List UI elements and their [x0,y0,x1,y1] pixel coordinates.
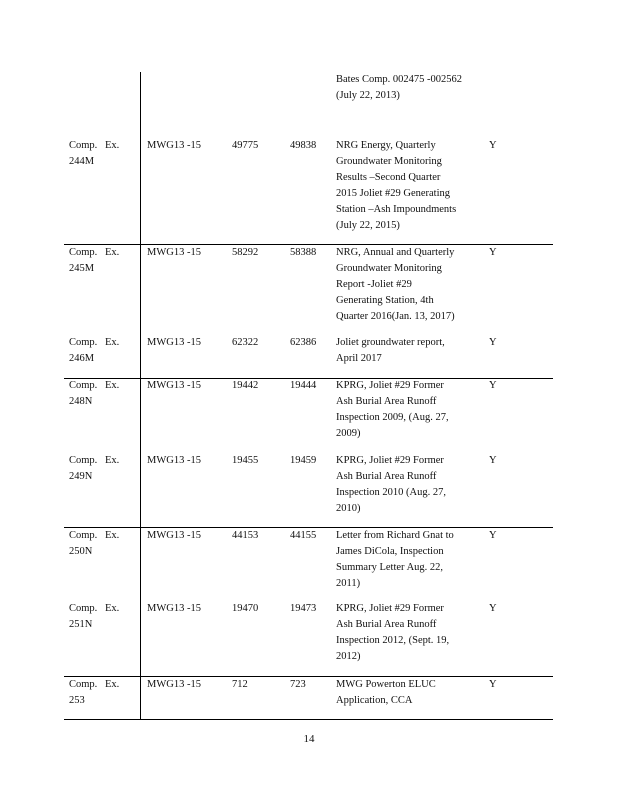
description-line: Results –Second Quarter [336,172,441,183]
exhibit-label: Ex. [105,603,120,614]
exhibit-label: Ex. [105,455,120,466]
flag-cell: Y [489,603,497,614]
bates-end: 19473 [290,603,317,614]
description-cell [336,677,476,709]
bates-end: 19459 [290,455,317,466]
bates-end: 49838 [290,140,317,151]
description-line: (July 22, 2015) [336,220,400,231]
description-cell [336,453,476,517]
exhibit-label: Ex. [105,679,120,690]
description-line: Report -Joliet #29 [336,279,412,290]
bates-start: 58292 [232,247,259,258]
row-separator [64,719,553,720]
bates-start: 44153 [232,530,259,541]
description-line: Ash Burial Area Runoff [336,396,437,407]
bates-prefix: MWG13 -15 [147,337,201,348]
bates-prefix: MWG13 -15 [147,679,201,690]
description-line: Letter from Richard Gnat to [336,530,454,541]
description-line: Ash Burial Area Runoff [336,471,437,482]
description-line: KPRG, Joliet #29 Former [336,603,444,614]
exhibit-cell [69,677,139,709]
exhibit-label: Ex. [105,530,120,541]
description-line: 2011) [336,578,361,589]
description-line: Ash Burial Area Runoff [336,619,437,630]
exhibit-number: 251N [69,619,93,630]
exhibit-cell [69,601,139,633]
bates-end: 62386 [290,337,317,348]
description-line: 2012) [336,651,361,662]
description-line: (July 22, 2013) [336,90,400,101]
bates-prefix: MWG13 -15 [147,530,201,541]
bates-start: 19442 [232,380,259,391]
exhibit-cell [69,335,139,367]
bates-start: 19455 [232,455,259,466]
description-line: 2009) [336,428,361,439]
bates-start: 62322 [232,337,259,348]
bates-start: 19470 [232,603,259,614]
exhibit-number: 249N [69,471,93,482]
exhibit-label: Comp. [69,247,98,258]
description-line: James DiCola, Inspection [336,546,444,557]
description-cell [336,335,476,367]
description-line: KPRG, Joliet #29 Former [336,380,444,391]
description-cell [336,138,476,234]
description-line: Quarter 2016(Jan. 13, 2017) [336,311,455,322]
description-line: Bates Comp. 002475 -002562 [336,74,462,85]
exhibit-cell [69,453,139,485]
bates-end: 19444 [290,380,317,391]
description-line: April 2017 [336,353,382,364]
bates-prefix: MWG13 -15 [147,247,201,258]
description-line: Inspection 2012, (Sept. 19, [336,635,450,646]
exhibit-label: Ex. [105,140,120,151]
bates-end: 44155 [290,530,317,541]
exhibit-label: Comp. [69,679,98,690]
exhibit-label: Ex. [105,247,120,258]
exhibit-cell [69,378,139,410]
description-line: Station –Ash Impoundments [336,204,457,215]
flag-cell: Y [489,140,497,151]
flag-cell: Y [489,337,497,348]
flag-cell: Y [489,380,497,391]
exhibit-label: Comp. [69,337,98,348]
description-line: Generating Station, 4th [336,295,434,306]
exhibit-label: Ex. [105,337,120,348]
exhibit-label: Comp. [69,380,98,391]
exhibit-cell [69,245,139,277]
bates-start: 712 [232,679,248,690]
description-line: NRG Energy, Quarterly [336,140,436,151]
bates-start: 49775 [232,140,259,151]
description-line: Groundwater Monitoring [336,263,442,274]
exhibit-label: Comp. [69,530,98,541]
bates-end: 58388 [290,247,317,258]
description-cell [336,72,476,104]
description-line: KPRG, Joliet #29 Former [336,455,444,466]
description-line: 2015 Joliet #29 Generating [336,188,451,199]
exhibit-cell [69,528,139,560]
exhibit-label: Comp. [69,455,98,466]
exhibit-number: 246M [69,353,95,364]
exhibit-number: 244M [69,156,95,167]
bates-prefix: MWG13 -15 [147,140,201,151]
flag-cell: Y [489,247,497,258]
description-line: Summary Letter Aug. 22, [336,562,444,573]
bates-end: 723 [290,679,306,690]
page-number: 14 [303,733,315,745]
exhibit-label: Comp. [69,603,98,614]
flag-cell: Y [489,455,497,466]
bates-prefix: MWG13 -15 [147,380,201,391]
description-line: 2010) [336,503,361,514]
exhibit-number: 248N [69,396,93,407]
exhibit-label: Comp. [69,140,98,151]
bates-prefix: MWG13 -15 [147,603,201,614]
exhibit-number: 250N [69,546,93,557]
description-line: Joliet groundwater report, [336,337,445,348]
flag-cell: Y [489,679,497,690]
description-cell [336,528,476,592]
bates-prefix: MWG13 -15 [147,455,201,466]
description-line: Inspection 2010 (Aug. 27, [336,487,446,498]
exhibit-label: Ex. [105,380,120,391]
flag-cell: Y [489,530,497,541]
description-line: Inspection 2009, (Aug. 27, [336,412,449,423]
description-line: NRG, Annual and Quarterly [336,247,455,258]
description-line: Groundwater Monitoring [336,156,442,167]
exhibit-cell [69,138,139,170]
description-cell [336,378,476,442]
exhibit-number: 245M [69,263,95,274]
description-line: Application, CCA [336,695,413,706]
exhibit-number: 253 [69,695,85,706]
description-cell [336,245,476,325]
description-line: MWG Powerton ELUC [336,679,436,690]
column-divider [140,72,141,719]
description-cell [336,601,476,665]
